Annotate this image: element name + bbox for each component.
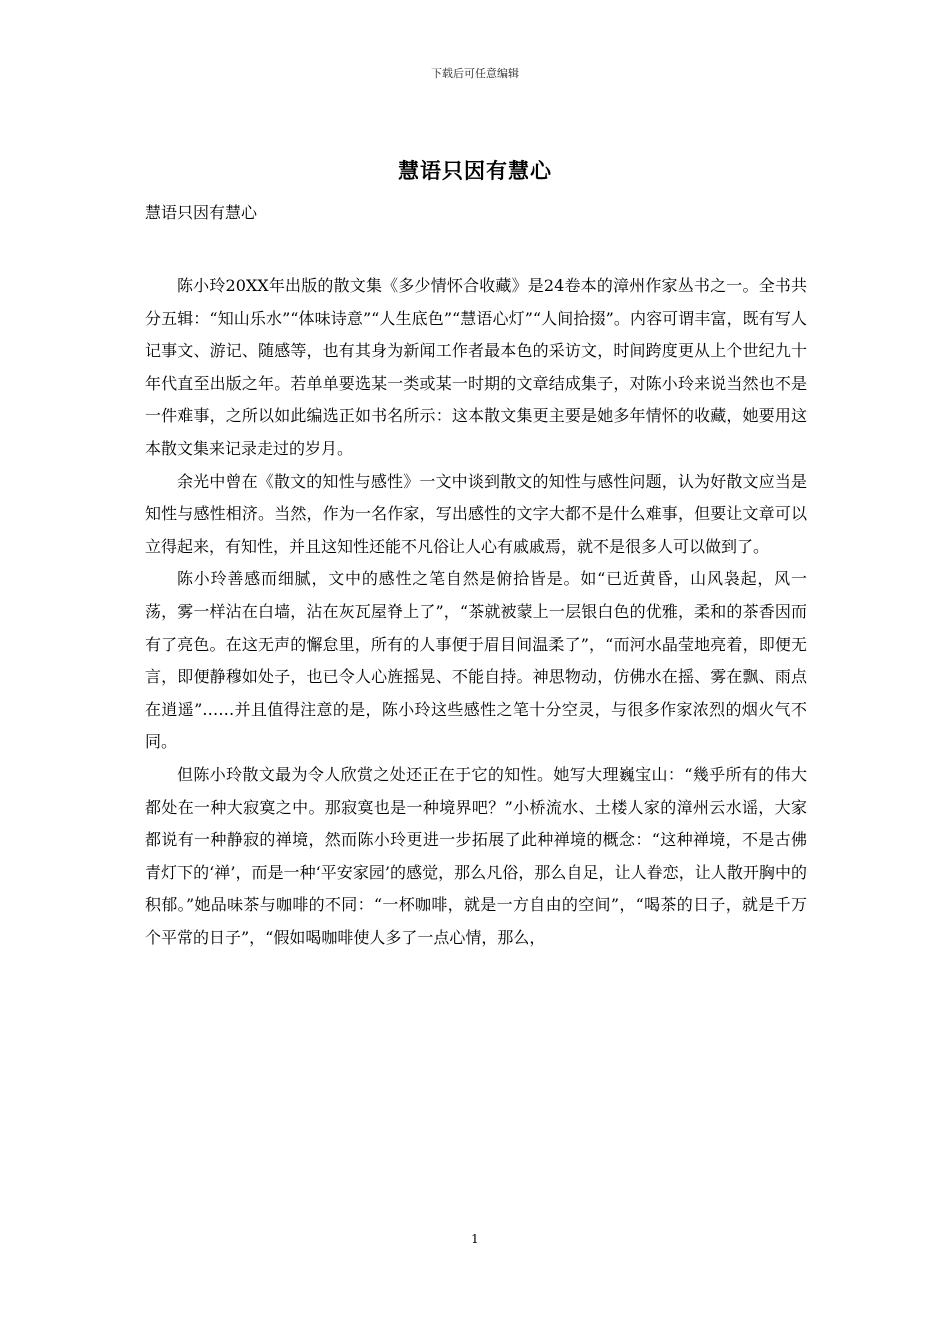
document-subtitle: 慧语只因有慧心 [145,203,258,222]
body-text [145,270,807,954]
paragraph: 陈小玲善感而细腻，文中的感性之笔自然是俯拾皆是。如“已近黄昏，山风袅起，风一荡，雾一样沾在白墙，沾在灰瓦屋脊上了”，“茶就被蒙上一层银白色的优雅，柔和的茶香因而有了亮色。在这无声的懈怠里，所有的人事便于眉目间温柔了”，“而河水晶莹地亮着，即便无言，即便静穆如处子，也已令人心旌摇晃、不能自持。神思物动，仿佛水在摇、雾在飘、雨点在逍遥”……并且值得注意的是，陈小玲这些感性之笔十分空灵，与很多作家浓烈的烟火气不同。 [145,569,807,752]
header-note: 下载后可任意编辑 [431,67,519,80]
page-number: 1 [471,1232,479,1246]
document-title: 慧语只因有慧心 [398,159,552,183]
paragraph: 余光中曾在《散文的知性与感性》一文中谈到散文的知性与感性问题，认为好散文应当是知性与感性相济。当然，作为一名作家，写出感性的文字大都不是什么难事，但要让文章可以立得起来，有知性，并且这知性还能不凡俗让人心有戚戚焉，就不是很多人可以做到了。 [145,471,807,556]
paragraph: 但陈小玲散文最为令人欣赏之处还正在于它的知性。她写大理巍宝山：“幾乎所有的伟大都处在一种大寂寞之中。那寂寞也是一种境界吧？”小桥流水、土楼人家的漳州云水谣，大家都说有一种静寂的禅境，然而陈小玲更进一步拓展了此种禅境的概念：“这种禅境，不是古佛青灯下的‘禅’，而是一种‘平安家园’的感觉，那么凡俗，那么自足，让人眷恋，让人散开胸中的积郁。”她品味茶与咖啡的不同：“一杯咖啡，就是一方自由的空间”，“喝茶的日子，就是千万个平常的日子”，“假如喝咖啡使人多了一点心情，那么， [145,764,807,947]
paragraph: 陈小玲20XX年出版的散文集《多少情怀合收藏》是24卷本的漳州作家丛书之一。全书共分五辑：“知山乐水”“体味诗意”“人生底色”“慧语心灯”“人间拾掇”。内容可谓丰富，既有写人记事文、游记、随感等，也有其身为新闻工作者最本色的采访文，时间跨度更从上个世纪九十年代直至出版之年。若单单要选某一类或某一时期的文章结成集子，对陈小玲来说当然也不是一件难事，之所以如此编选正如书名所示：这本散文集更主要是她多年情怀的收藏，她要用这本散文集来记录走过的岁月。 [145,276,807,458]
